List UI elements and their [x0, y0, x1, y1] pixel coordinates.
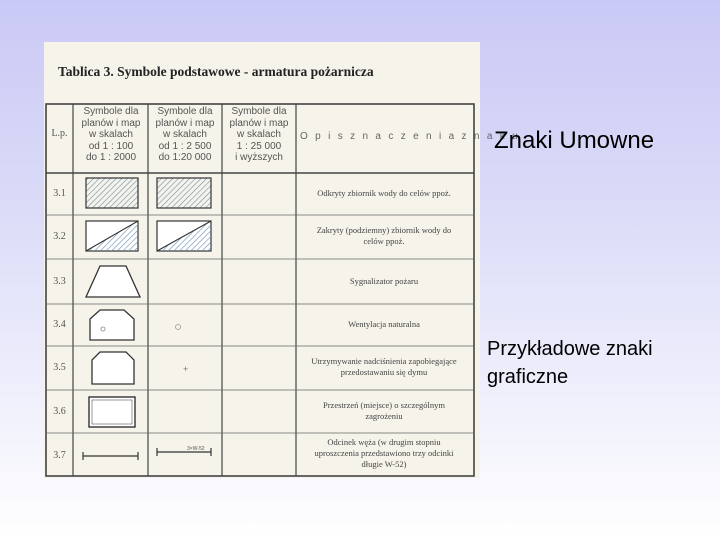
row-number: 3.2 — [53, 231, 66, 242]
symbol-hazard-space — [89, 397, 135, 427]
header-col2-line: Symbole dla — [157, 106, 213, 117]
header-col3-line: Symbole dla — [231, 106, 287, 117]
description-line: Utrzymywanie nadciśnienia zapobiegające — [311, 356, 457, 366]
description-line: Przestrzeń (miejsce) o szczególnym — [322, 400, 446, 410]
description-line: Zakryty (podziemny) zbiornik wody do — [316, 225, 452, 235]
header-col1-line: planów i map — [81, 117, 141, 129]
header-col3-line: w skalach — [237, 129, 281, 140]
row-description — [298, 188, 470, 199]
row-description — [298, 400, 470, 422]
subheading-line: graficzne — [487, 366, 569, 388]
header-col3-line: planów i map — [229, 117, 289, 129]
header-col1-line: Symbole dla — [83, 106, 139, 117]
header-col1-line: od 1 : 100 — [88, 140, 134, 152]
table-title: Tablica 3. Symbole podstawowe - armatura pożarnicza — [58, 64, 374, 79]
row-number: 3.6 — [53, 406, 66, 417]
description-line: Odkryty zbiornik wody do celów ppoż. — [317, 188, 451, 198]
hose-label: 3×W-52 — [187, 446, 205, 452]
header-col2-line: od 1 : 2 500 — [158, 140, 212, 152]
row-description — [298, 319, 470, 330]
header-col2-line: w skalach — [163, 129, 207, 140]
svg-text:+: + — [183, 364, 189, 374]
description-line: celów ppoż. — [363, 236, 405, 246]
row-description — [298, 276, 470, 287]
row-number: 3.1 — [53, 188, 66, 199]
slide-heading: Znaki Umowne — [494, 127, 655, 154]
row-description — [298, 356, 470, 378]
header-col2-line: planów i map — [155, 117, 215, 129]
row-description — [298, 225, 470, 247]
description-line: Wentylacja naturalna — [348, 319, 420, 329]
description-line: długie W-52) — [361, 459, 407, 469]
row-description — [298, 437, 470, 470]
slide-subheading — [487, 335, 653, 391]
description-line: Sygnalizator pożaru — [349, 276, 419, 286]
header-col3-line: i wyższych — [235, 152, 283, 163]
header-col1-line: w skalach — [89, 129, 133, 140]
symbol-fire-alarm — [86, 266, 140, 297]
header-lp: L.p. — [51, 128, 68, 139]
header-col3 — [222, 106, 296, 164]
description-line: Odcinek węża (w drugim stopniu — [327, 437, 441, 447]
header-col3-line: 1 : 25 000 — [236, 140, 282, 152]
header-description: O p i s z n a c z e n i a z n a k u — [300, 131, 521, 142]
header-col2-line: do 1:20 000 — [158, 152, 212, 163]
description-line: zagrożeniu — [365, 411, 403, 421]
header-col1 — [74, 106, 148, 164]
header-col1-line: do 1 : 2000 — [85, 152, 137, 163]
row-number: 3.4 — [53, 319, 66, 330]
symbol-overpressure — [92, 352, 188, 384]
subheading-line: Przykładowe znaki — [487, 338, 653, 360]
row-number: 3.3 — [53, 276, 66, 287]
row-number: 3.7 — [53, 450, 66, 461]
description-line: uproszczenia przedstawiono trzy odcinki — [314, 448, 454, 458]
description-line: przedostawaniu się dymu — [340, 367, 428, 377]
symbol-natural-ventilation — [90, 310, 181, 340]
header-col2 — [148, 106, 222, 164]
row-number: 3.5 — [53, 362, 66, 373]
